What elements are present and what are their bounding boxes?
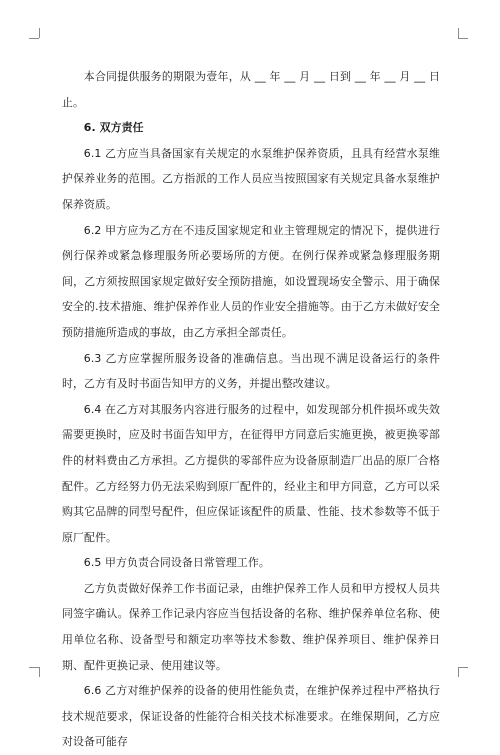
document-body <box>62 64 440 755</box>
clause-6-6: 6.6 乙方对维护保养的设备的使用性能负责，在维护保养过程中严格执行技术规范要求，保证设备的性能符合相关技术标准要求。在维保期间，乙方应对设备可能存 <box>62 684 440 749</box>
section-heading: 6. 双方责任 <box>83 121 144 135</box>
clause-6-3: 6.3 乙方应掌握所服务设备的准确信息。当出现不满足设备运行的条件时，乙方有及时书面告知甲方的义务，并提出整改建议。 <box>62 351 440 391</box>
clause-6-4: 6.4 在乙方对其服务内容进行服务的过程中，如发现部分机件损坏或失效需要更换时，应及时书面告知甲方，在征得甲方同意后实施更换，被更换零部件的材料费由乙方承担。乙方提供的零部件应为设备原制造厂出品的原厂合格配件。乙方经努力仍无法采购到原厂配件的，经业主和甲方同意，乙方可以采购其它品牌的同型号配件，但应保证该配件的质量、性能、技术参数等不低于原厂配件。 <box>62 402 440 544</box>
clause-6-5: 6.5 甲方负责合同设备日常管理工作。 <box>83 556 270 570</box>
service-term-paragraph: 本合同提供服务的期限为壹年，从 __ 年 __ 月 __ 日到 __ 年 __ 月 __ 日止。 <box>62 70 440 109</box>
clause-6-5-continuation: 乙方负责做好保养工作书面记录，由维护保养工作人员和甲方授权人员共同签字确认。保养工作记录内容应当包括设备的名称、维护保养单位名称、使用单位名称、设备型号和额定功率等技术参数、维护保养项目、维护保养日期、配件更换记录、使用建议等。 <box>62 581 440 672</box>
clause-6-2: 6.2 甲方应为乙方在不违反国家规定和业主管理规定的情况下，提供进行例行保养或紧急修理服务所必要场所的方便。在例行保养或紧急修理服务期间，乙方须按照国家规定做好安全预防措施，如设置现场安全警示、用于确保安全的.技术措施、维护保养作业人员的作业安全措施等。由于乙方未做好安全预防措施所造成的事故，由乙方承担全部责任。 <box>62 223 440 339</box>
clause-6-1: 6.1 乙方应当具备国家有关规定的水泵维护保养资质，且具有经营水泵维护保养业务的范围。乙方指派的工作人员应当按照国家有关规定具备水泵维护保养资质。 <box>62 146 440 211</box>
